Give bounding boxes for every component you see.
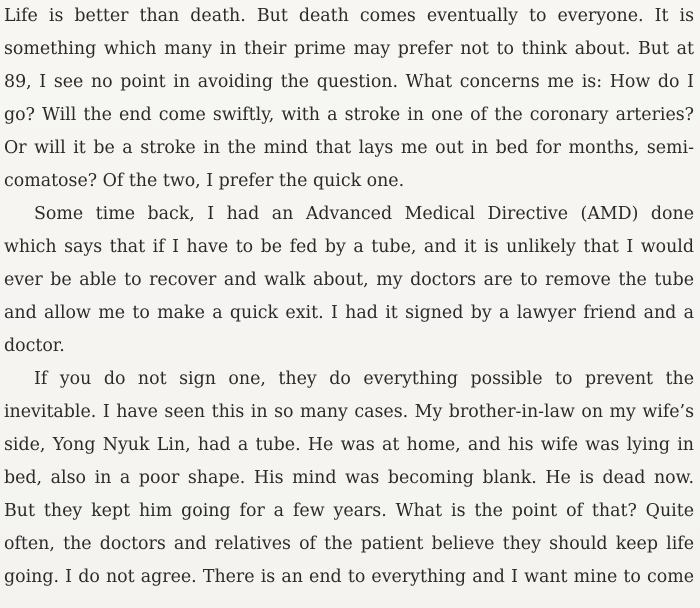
paragraph-3-line-7: going. I do not agree. There is an end to everything and I want mine to come: [4, 567, 694, 587]
paragraph-3-line-3: side, Yong Nyuk Lin, had a tube. He was at home, and his wife was lying in: [4, 435, 694, 455]
paragraph-3-line-2: inevitable. I have seen this in so many cases. My brother-in-law on my wife’s: [4, 402, 694, 422]
paragraph-2-line-5: doctor.: [4, 336, 65, 356]
paragraph-2-line-4: and allow me to make a quick exit. I had it signed by a lawyer friend and a: [4, 303, 694, 323]
paragraph-3-line-1: If you do not sign one, they do everything possible to prevent the: [34, 369, 694, 389]
paragraph-1-line-4: go? Will the end come swiftly, with a stroke in one of the coronary arteries?: [4, 105, 694, 125]
paragraph-3-line-4: bed, also in a poor shape. His mind was becoming blank. He is dead now.: [4, 468, 694, 488]
paragraph-1-line-3: 89, I see no point in avoiding the question. What concerns me is: How do I: [4, 72, 694, 92]
paragraph-2-line-3: ever be able to recover and walk about, my doctors are to remove the tube: [4, 270, 694, 290]
paragraph-3-line-6: often, the doctors and relatives of the patient believe they should keep life: [4, 534, 694, 554]
paragraph-2-line-2: which says that if I have to be fed by a tube, and it is unlikely that I would: [4, 237, 694, 257]
paragraph-3-line-5: But they kept him going for a few years. What is the point of that? Quite: [4, 501, 694, 521]
paragraph-1-line-2: something which many in their prime may prefer not to think about. But at: [4, 39, 694, 59]
paragraph-1-line-6: comatose? Of the two, I prefer the quick one.: [4, 171, 405, 191]
paragraph-1-line-5: Or will it be a stroke in the mind that lays me out in bed for months, semi-: [4, 138, 694, 158]
paragraph-2-line-1: Some time back, I had an Advanced Medical Directive (AMD) done: [34, 204, 694, 224]
paragraph-1-line-1: Life is better than death. But death comes eventually to everyone. It is: [4, 6, 694, 26]
